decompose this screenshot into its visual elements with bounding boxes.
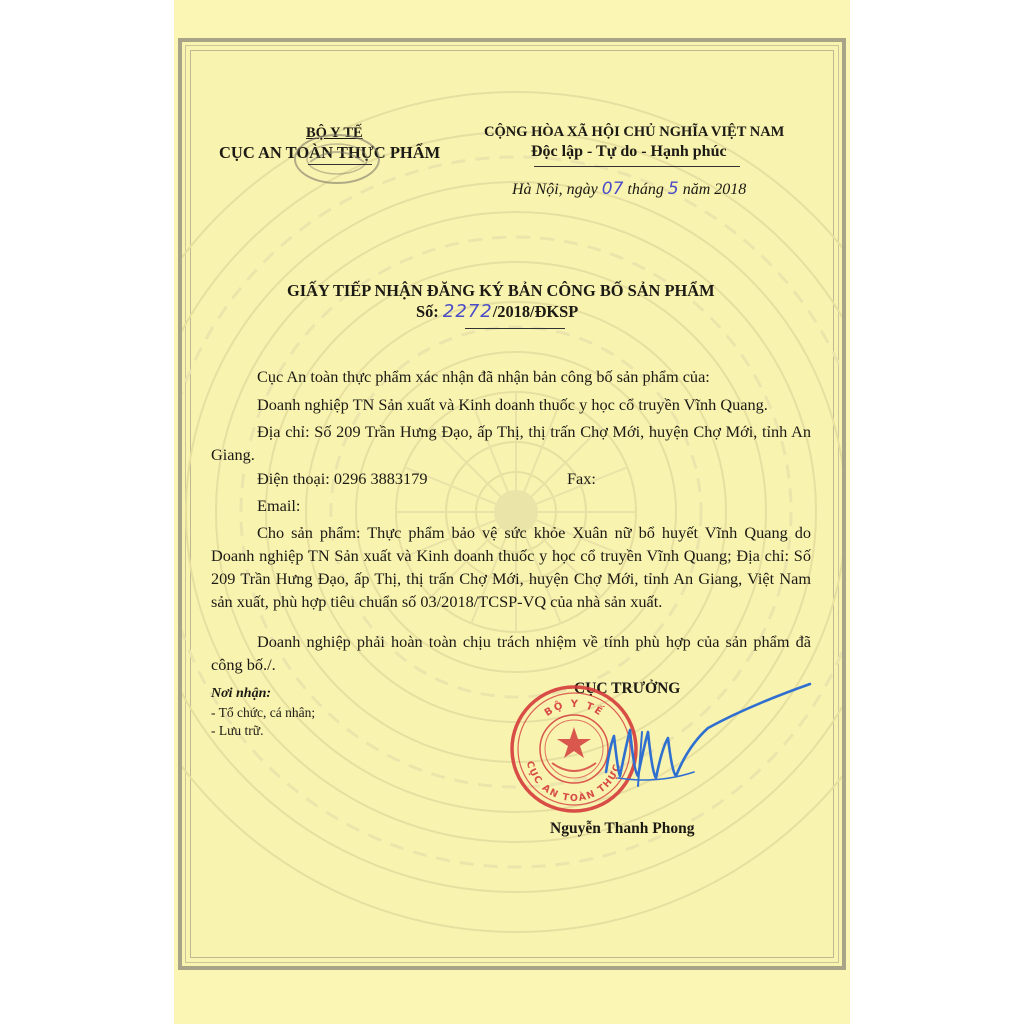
body-product: Cho sản phẩm: Thực phẩm bảo vệ sức khỏe Xuân nữ bổ huyết Vĩnh Quang do Doanh nghiệp TN Sản xuất và Kinh doanh thuốc y học cổ truyền Vĩnh Quang; Địa chỉ: Số 209 Trần Hưng Đạo, ấp Thị, thị trấn Chợ Mới, huyện Chợ Mới, tỉnh An Giang, Việt Nam sản xuất, phù hợp tiêu chuẩn số 03/2018/TCSP-VQ của nhà sản xuất. bbox=[211, 523, 811, 611]
stamp-text-bottom: CỤC AN TOÀN THỰC bbox=[523, 759, 624, 805]
number-label: Số: bbox=[416, 302, 439, 321]
body-intro: Cục An toàn thực phẩm xác nhận đã nhận bản công bố sản phẩm của: bbox=[257, 367, 710, 386]
issue-date bbox=[512, 179, 746, 199]
national-motto: Độc lập - Tự do - Hạnh phúc bbox=[531, 143, 727, 160]
date-day-handwritten: 07 bbox=[601, 179, 624, 199]
country-name: CỘNG HÒA XÃ HỘI CHỦ NGHĨA VIỆT NAM bbox=[484, 124, 785, 140]
body-phone: Điện thoại: 0296 3883179 bbox=[257, 469, 428, 488]
body-responsibility: Doanh nghiệp phải hoàn toàn chịu trách nhiệm về tính phù hợp của sản phẩm đã công bố./. bbox=[211, 632, 811, 674]
document-title: GIẤY TIẾP NHẬN ĐĂNG KÝ BẢN CÔNG BỐ SẢN PHẨM bbox=[287, 281, 715, 300]
ministry-name: BỘ Y TẾ bbox=[306, 125, 363, 141]
motto-underline bbox=[534, 166, 740, 167]
department-name: CỤC AN TOÀN THỰC PHẨM bbox=[219, 143, 441, 162]
body-email: Email: bbox=[257, 496, 301, 515]
title-underline bbox=[465, 328, 565, 329]
signer-position: CỤC TRƯỞNG bbox=[574, 680, 681, 697]
recipient-item: - Tổ chức, cá nhân; bbox=[211, 705, 316, 720]
signer-name: Nguyễn Thanh Phong bbox=[550, 820, 695, 837]
header-left-rule bbox=[308, 164, 372, 165]
body-address: Địa chỉ: Số 209 Trần Hưng Đạo, ấp Thị, thị trấn Chợ Mới, huyện Chợ Mới, tỉnh An Giang. bbox=[211, 422, 811, 464]
stamp-text-top: BỘ Y TẾ bbox=[542, 698, 606, 719]
document-number bbox=[416, 301, 578, 322]
body-company: Doanh nghiệp TN Sản xuất và Kinh doanh thuốc y học cổ truyền Vĩnh Quang. bbox=[257, 395, 768, 414]
date-prefix: Hà Nội, ngày bbox=[512, 181, 598, 198]
number-handwritten: 2272 bbox=[442, 301, 493, 322]
date-month-handwritten: 5 bbox=[667, 179, 679, 199]
number-suffix: /2018/ĐKSP bbox=[492, 302, 579, 321]
department-emblem bbox=[292, 132, 382, 186]
body-fax: Fax: bbox=[567, 469, 596, 488]
recipients-label: Nơi nhận: bbox=[211, 686, 272, 701]
handwritten-signature bbox=[598, 676, 818, 816]
date-year: năm 2018 bbox=[682, 181, 747, 198]
date-month-label: tháng bbox=[627, 181, 664, 198]
recipient-item: - Lưu trữ. bbox=[211, 723, 264, 738]
